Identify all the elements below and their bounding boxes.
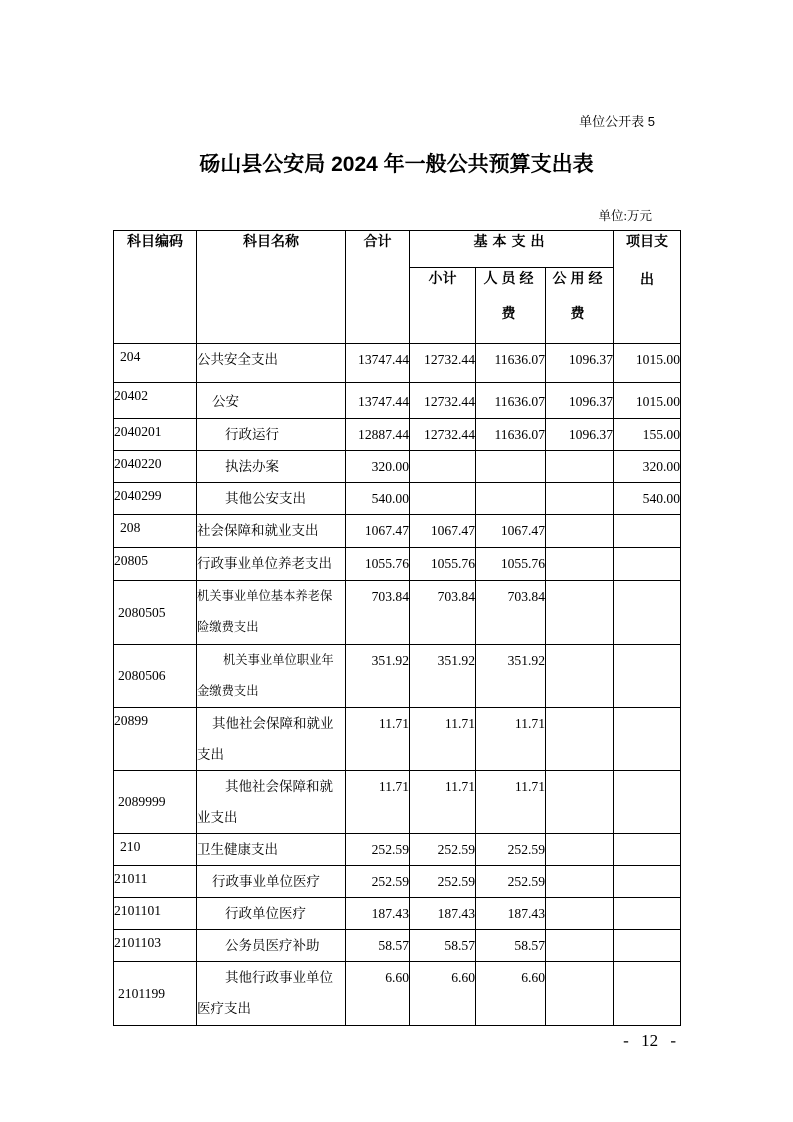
cell-personnel: 1055.76 xyxy=(476,548,546,581)
header-project xyxy=(614,231,681,344)
cell-subtotal xyxy=(410,483,476,515)
cell-personnel: 11636.07 xyxy=(476,419,546,451)
name-line: 公安 xyxy=(212,394,239,409)
cell-project xyxy=(614,930,681,962)
cell-project: 320.00 xyxy=(614,451,681,483)
header-name: 科目名称 xyxy=(197,231,346,344)
cell-public xyxy=(546,708,614,771)
name-line: 卫生健康支出 xyxy=(197,842,278,857)
cell-public xyxy=(546,898,614,930)
unit-label: 单位:万元 xyxy=(598,209,652,223)
cell-public xyxy=(546,930,614,962)
cell-public xyxy=(546,483,614,515)
cell-project: 1015.00 xyxy=(614,344,681,383)
table-row xyxy=(114,344,681,383)
cell-name xyxy=(197,708,346,771)
header-project-line: 出 xyxy=(640,271,655,287)
name-line: 行政事业单位养老支出 xyxy=(197,556,332,571)
cell-name xyxy=(197,771,346,834)
cell-subtotal: 252.59 xyxy=(410,834,476,866)
cell-code: 2101101 xyxy=(114,898,197,930)
name-line: 行政单位医疗 xyxy=(225,906,306,921)
cell-name xyxy=(197,344,346,383)
cell-total: 1055.76 xyxy=(346,548,410,581)
cell-total: 351.92 xyxy=(346,645,410,708)
header-personnel-line: 人员经 xyxy=(483,270,538,286)
name-line: 金缴费支出 xyxy=(197,684,259,698)
cell-name xyxy=(197,645,346,708)
cell-personnel: 187.43 xyxy=(476,898,546,930)
budget-table xyxy=(113,230,681,1026)
cell-public xyxy=(546,771,614,834)
cell-project xyxy=(614,548,681,581)
cell-code: 20899 xyxy=(114,708,197,771)
cell-total: 187.43 xyxy=(346,898,410,930)
cell-personnel: 351.92 xyxy=(476,645,546,708)
name-line: 其他社会保障和就 xyxy=(225,779,333,794)
name-line: 执法办案 xyxy=(225,459,279,474)
cell-personnel: 252.59 xyxy=(476,834,546,866)
cell-name xyxy=(197,515,346,548)
cell-name xyxy=(197,483,346,515)
name-line: 医疗支出 xyxy=(197,1001,251,1016)
header-basic-expenditure: 基本支出 xyxy=(410,231,614,268)
cell-public xyxy=(546,834,614,866)
name-line: 其他行政事业单位 xyxy=(225,970,333,985)
cell-name xyxy=(197,548,346,581)
cell-name xyxy=(197,419,346,451)
header-project-line: 项目支 xyxy=(626,233,669,249)
table-header xyxy=(114,231,681,344)
cell-public: 1096.37 xyxy=(546,419,614,451)
header-subtotal: 小计 xyxy=(410,268,476,344)
cell-subtotal: 351.92 xyxy=(410,645,476,708)
header-row-1 xyxy=(114,231,681,268)
cell-name xyxy=(197,383,346,419)
header-public-line: 费 xyxy=(570,305,589,321)
cell-personnel: 58.57 xyxy=(476,930,546,962)
cell-name xyxy=(197,834,346,866)
cell-subtotal: 11.71 xyxy=(410,771,476,834)
cell-project xyxy=(614,771,681,834)
cell-code: 2080506 xyxy=(114,645,197,708)
cell-personnel: 703.84 xyxy=(476,581,546,645)
cell-public xyxy=(546,581,614,645)
cell-personnel: 11636.07 xyxy=(476,383,546,419)
cell-total: 13747.44 xyxy=(346,383,410,419)
table-row xyxy=(114,771,681,834)
table-row xyxy=(114,383,681,419)
cell-subtotal: 252.59 xyxy=(410,866,476,898)
cell-project xyxy=(614,645,681,708)
cell-personnel: 11.71 xyxy=(476,708,546,771)
table-row xyxy=(114,834,681,866)
cell-subtotal: 1055.76 xyxy=(410,548,476,581)
cell-subtotal: 1067.47 xyxy=(410,515,476,548)
header-code: 科目编码 xyxy=(114,231,197,344)
header-personnel-line: 费 xyxy=(501,305,520,321)
cell-public xyxy=(546,515,614,548)
name-line: 公务员医疗补助 xyxy=(225,938,320,953)
cell-project: 540.00 xyxy=(614,483,681,515)
cell-public xyxy=(546,962,614,1026)
cell-name xyxy=(197,930,346,962)
cell-project xyxy=(614,581,681,645)
table-row xyxy=(114,419,681,451)
table-row xyxy=(114,898,681,930)
cell-total: 13747.44 xyxy=(346,344,410,383)
cell-personnel: 252.59 xyxy=(476,866,546,898)
cell-subtotal: 12732.44 xyxy=(410,383,476,419)
cell-public xyxy=(546,548,614,581)
cell-code: 2040220 xyxy=(114,451,197,483)
cell-code: 2101103 xyxy=(114,930,197,962)
cell-personnel xyxy=(476,483,546,515)
name-line: 其他公安支出 xyxy=(225,491,306,506)
cell-total: 320.00 xyxy=(346,451,410,483)
name-line: 行政事业单位医疗 xyxy=(212,874,320,889)
cell-subtotal: 6.60 xyxy=(410,962,476,1026)
cell-personnel: 11636.07 xyxy=(476,344,546,383)
name-line: 其他社会保障和就业 xyxy=(212,716,334,731)
cell-subtotal: 12732.44 xyxy=(410,344,476,383)
cell-subtotal: 12732.44 xyxy=(410,419,476,451)
cell-subtotal: 187.43 xyxy=(410,898,476,930)
table-title: 砀山县公安局 2024 年一般公共预算支出表 xyxy=(199,153,594,176)
table-body xyxy=(114,344,681,1026)
header-total: 合计 xyxy=(346,231,410,344)
table-row xyxy=(114,548,681,581)
cell-code: 2101199 xyxy=(114,962,197,1026)
cell-code: 2040299 xyxy=(114,483,197,515)
name-line: 机关事业单位职业年 xyxy=(223,653,334,667)
name-line: 机关事业单位基本养老保 xyxy=(197,589,333,603)
cell-public xyxy=(546,451,614,483)
page-number: - 12 - xyxy=(623,1031,676,1050)
cell-public xyxy=(546,866,614,898)
name-line: 险缴费支出 xyxy=(197,620,259,634)
cell-name xyxy=(197,866,346,898)
table-row xyxy=(114,930,681,962)
cell-personnel: 6.60 xyxy=(476,962,546,1026)
header-public-line: 公用经 xyxy=(552,270,607,286)
cell-code: 2089999 xyxy=(114,771,197,834)
cell-subtotal: 703.84 xyxy=(410,581,476,645)
cell-code: 20805 xyxy=(114,548,197,581)
cell-name xyxy=(197,451,346,483)
name-line: 社会保障和就业支出 xyxy=(197,523,319,538)
cell-name xyxy=(197,581,346,645)
cell-personnel xyxy=(476,451,546,483)
cell-total: 12887.44 xyxy=(346,419,410,451)
cell-personnel: 11.71 xyxy=(476,771,546,834)
table-row xyxy=(114,962,681,1026)
cell-total: 252.59 xyxy=(346,866,410,898)
cell-code: 208 xyxy=(114,515,197,548)
cell-public: 1096.37 xyxy=(546,344,614,383)
header-personnel xyxy=(476,268,546,344)
cell-total: 58.57 xyxy=(346,930,410,962)
cell-project xyxy=(614,515,681,548)
cell-project xyxy=(614,962,681,1026)
cell-project xyxy=(614,708,681,771)
name-line: 支出 xyxy=(197,747,224,762)
table-row xyxy=(114,581,681,645)
cell-subtotal: 58.57 xyxy=(410,930,476,962)
cell-code: 2080505 xyxy=(114,581,197,645)
cell-code: 2040201 xyxy=(114,419,197,451)
header-public xyxy=(546,268,614,344)
table-number-label: 单位公开表 5 xyxy=(579,114,655,129)
name-line: 业支出 xyxy=(197,810,238,825)
cell-subtotal: 11.71 xyxy=(410,708,476,771)
cell-code: 20402 xyxy=(114,383,197,419)
cell-project xyxy=(614,866,681,898)
cell-public xyxy=(546,645,614,708)
cell-total: 540.00 xyxy=(346,483,410,515)
cell-subtotal xyxy=(410,451,476,483)
cell-total: 703.84 xyxy=(346,581,410,645)
cell-public: 1096.37 xyxy=(546,383,614,419)
cell-project xyxy=(614,898,681,930)
table-row xyxy=(114,866,681,898)
cell-project xyxy=(614,834,681,866)
table-row xyxy=(114,451,681,483)
cell-code: 21011 xyxy=(114,866,197,898)
name-line: 行政运行 xyxy=(225,427,279,442)
cell-project: 1015.00 xyxy=(614,383,681,419)
cell-total: 252.59 xyxy=(346,834,410,866)
cell-personnel: 1067.47 xyxy=(476,515,546,548)
cell-name xyxy=(197,898,346,930)
table-row xyxy=(114,708,681,771)
table-row xyxy=(114,483,681,515)
cell-code: 204 xyxy=(114,344,197,383)
cell-code: 210 xyxy=(114,834,197,866)
cell-total: 6.60 xyxy=(346,962,410,1026)
table-row xyxy=(114,645,681,708)
table-row xyxy=(114,515,681,548)
cell-total: 11.71 xyxy=(346,708,410,771)
cell-project: 155.00 xyxy=(614,419,681,451)
cell-name xyxy=(197,962,346,1026)
name-line: 公共安全支出 xyxy=(197,352,278,367)
cell-total: 11.71 xyxy=(346,771,410,834)
cell-total: 1067.47 xyxy=(346,515,410,548)
